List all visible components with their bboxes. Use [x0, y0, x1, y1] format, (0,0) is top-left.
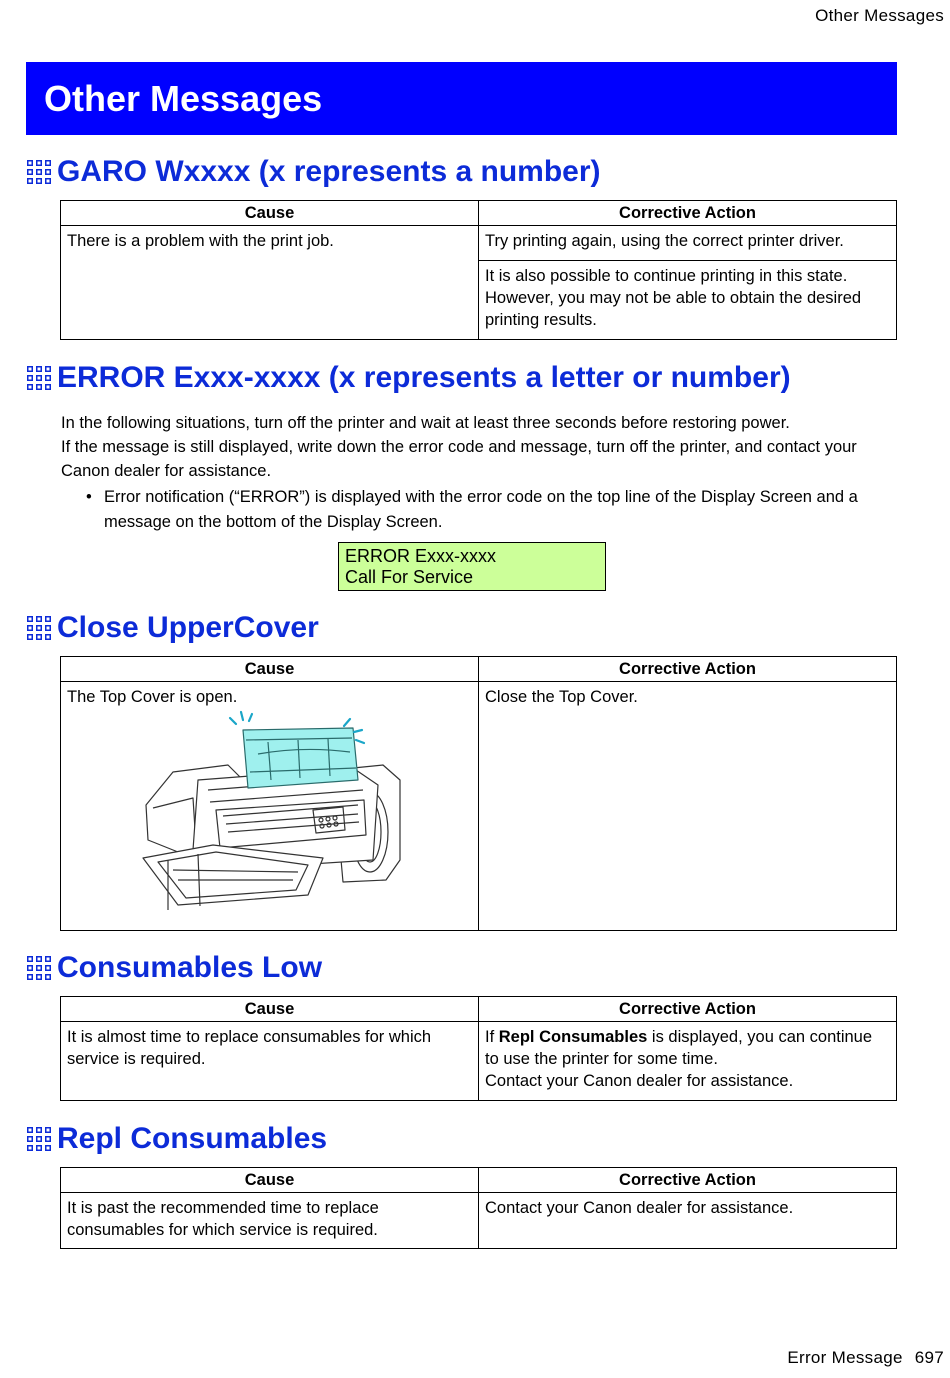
action-cell: Try printing again, using the correct printer driver.	[479, 226, 897, 261]
footer-chapter: Error Message	[787, 1348, 903, 1367]
action-cell: It is also possible to continue printing in this state. However, you may not be able to obtain the desired printing results.	[479, 261, 897, 340]
error-paragraph-1: In the following situations, turn off the printer and wait at least three seconds before restoring power.	[61, 414, 790, 432]
running-header: Other Messages	[815, 6, 944, 25]
grid-icon	[26, 1126, 52, 1152]
cause-cell: It is past the recommended time to replace consumables for which service is required.	[61, 1193, 479, 1249]
cause-header: Cause	[61, 201, 479, 226]
page-title: Other Messages	[44, 77, 323, 119]
action-cell	[479, 1022, 897, 1101]
section-heading-close-uppercover	[26, 611, 319, 645]
page-number: 697	[914, 1348, 944, 1367]
section-heading-consumables-low	[26, 951, 322, 985]
action-cell: Contact your Canon dealer for assistance.	[479, 1193, 897, 1249]
cause-header: Cause	[61, 997, 479, 1022]
cause-header: Cause	[61, 657, 479, 682]
bullet-marker: •	[86, 488, 92, 506]
section-title: GARO Wxxxx (x represents a number)	[57, 155, 601, 188]
section-heading-error	[26, 361, 791, 395]
action-header: Corrective Action	[479, 657, 897, 682]
action-text-suffix: is displayed, you can continue to use the printer for some time.	[485, 1028, 873, 1068]
section-title: Repl Consumables	[57, 1122, 328, 1155]
printer-top-cover-open-illustration	[138, 710, 408, 915]
grid-icon	[26, 615, 52, 641]
section-title: Close UpperCover	[57, 611, 319, 644]
page-title-banner	[26, 62, 897, 135]
section-heading-garo	[26, 155, 601, 189]
action-header: Corrective Action	[479, 997, 897, 1022]
action-header: Corrective Action	[479, 1168, 897, 1193]
grid-icon	[26, 955, 52, 981]
grid-icon	[26, 365, 52, 391]
action-text-prefix: If	[485, 1028, 499, 1046]
consumables-low-table	[60, 996, 897, 1101]
cause-header: Cause	[61, 1168, 479, 1193]
grid-icon	[26, 159, 52, 185]
action-cell: Close the Top Cover.	[479, 682, 897, 931]
display-line-2: Call For Service	[345, 567, 474, 587]
garo-table	[60, 200, 897, 340]
display-line-1: ERROR Exxx-xxxx	[345, 546, 497, 566]
action-text-line-2: Contact your Canon dealer for assistance.	[485, 1072, 794, 1090]
cause-cell: There is a problem with the print job.	[61, 226, 479, 340]
action-text-bold: Repl Consumables	[498, 1028, 648, 1046]
cause-cell: It is almost time to replace consumables for which service is required.	[61, 1022, 479, 1101]
bullet-text: Error notification (“ERROR”) is displayed with the error code on the top line of the Display Screen and a message on the bottom of the Display Screen.	[104, 488, 858, 531]
section-title: Consumables Low	[57, 951, 323, 984]
display-screen-sample	[338, 542, 606, 591]
repl-consumables-table	[60, 1167, 897, 1249]
section-heading-repl-consumables	[26, 1122, 327, 1156]
error-paragraph-2: If the message is still displayed, write down the error code and message, turn off the printer, and contact your Canon dealer for assistance.	[61, 438, 857, 480]
page-footer	[787, 1348, 944, 1368]
section-title: ERROR Exxx-xxxx (x represents a letter or number)	[57, 361, 791, 394]
cause-text: The Top Cover is open.	[67, 688, 238, 706]
action-header: Corrective Action	[479, 201, 897, 226]
error-bullet	[86, 485, 906, 535]
